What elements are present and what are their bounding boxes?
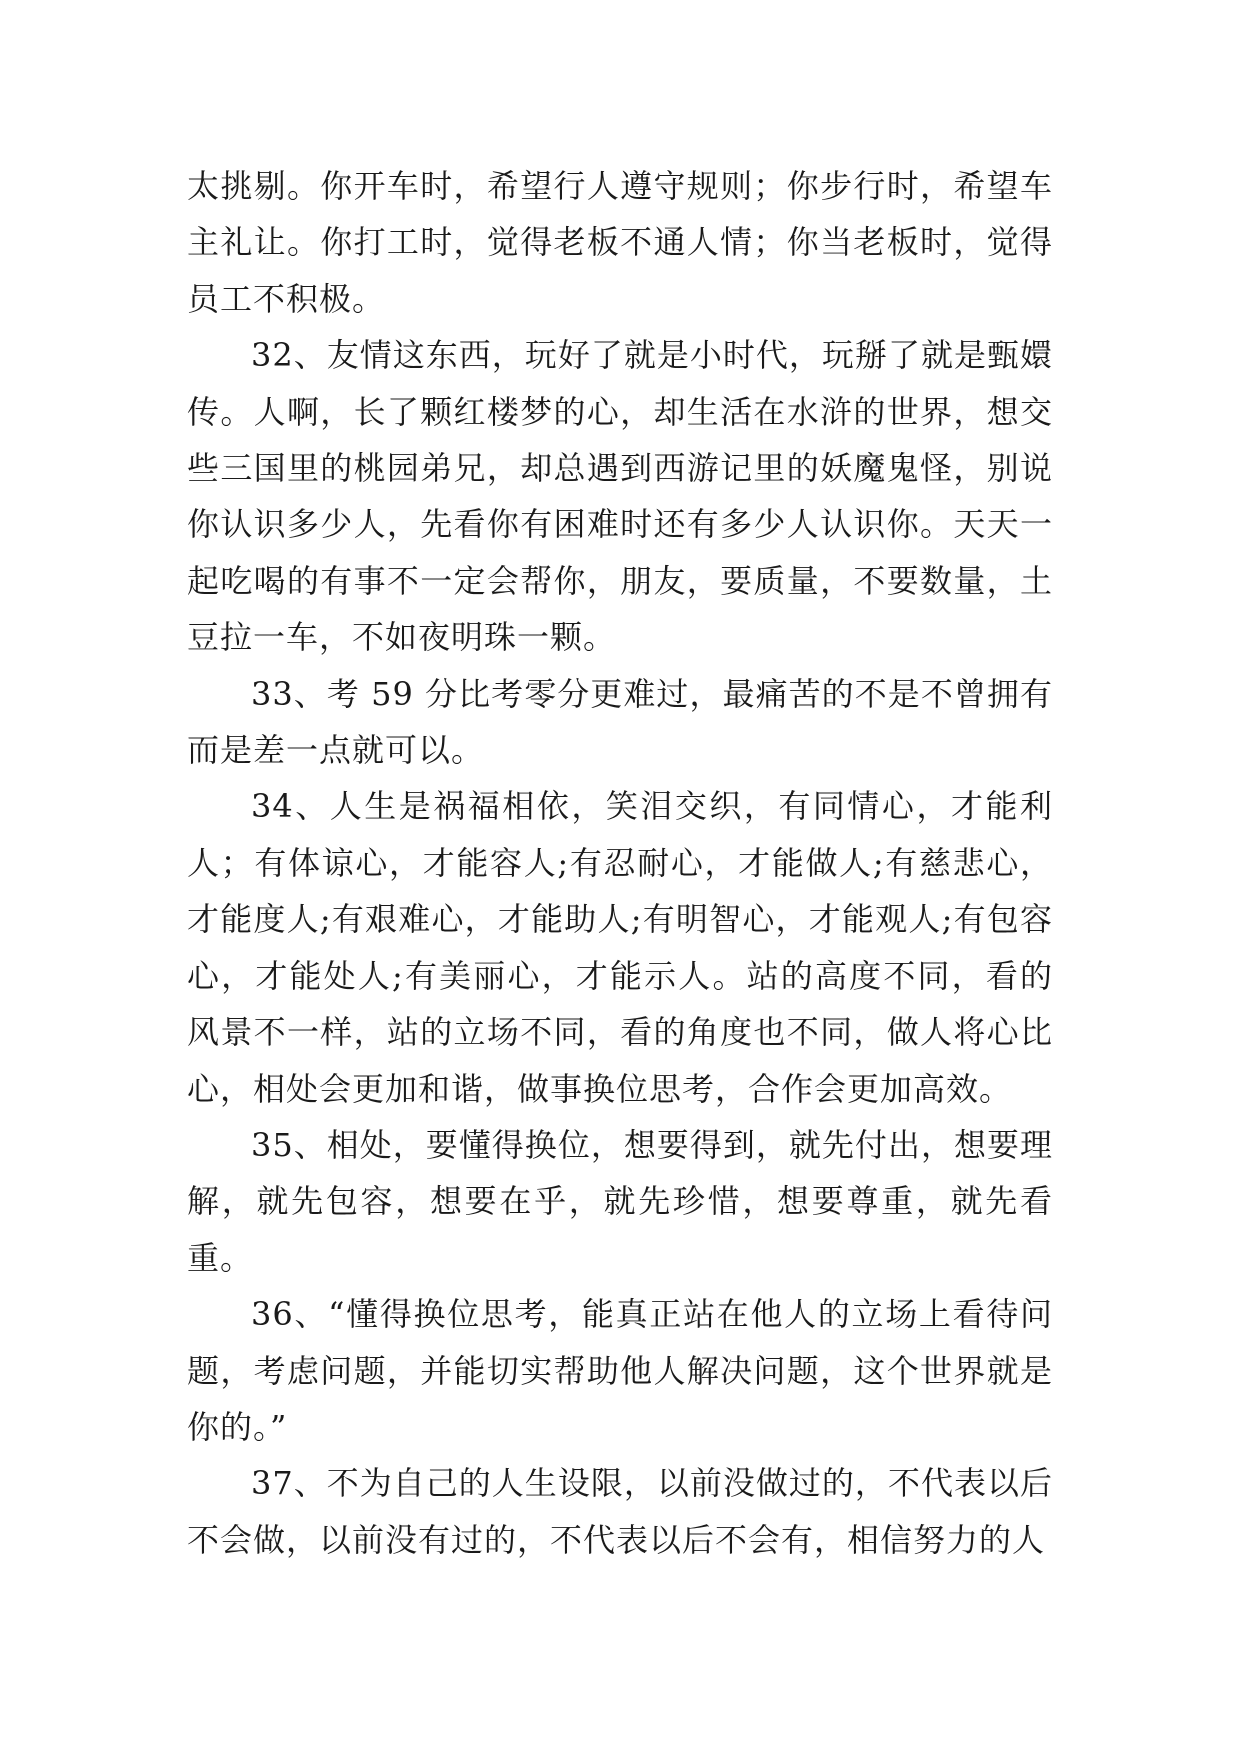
paragraph-35: 35、相处，要懂得换位，想要得到，就先付出，想要理解，就先包容，想要在乎，就先珍惜，想要尊重，就先看重。 (187, 1125, 1053, 1277)
paragraph-34: 34、人生是祸福相依，笑泪交织，有同情心，才能利人；有体谅心，才能容人;有忍耐心，才能做人;有慈悲心，才能度人;有艰难心，才能助人;有明智心，才能观人;有包容心，才能处人;有美丽心，才能示人。站的高度不同，看的风景不一样，站的立场不同，看的角度也不同，做人将心比心，相处会更加和谐，做事换位思考，合作会更加高效。 (187, 787, 1053, 1108)
paragraph-continuation: 太挑剔。你开车时，希望行人遵守规则；你步行时，希望车主礼让。你打工时，觉得老板不通人情；你当老板时，觉得员工不积极。 (187, 167, 1053, 318)
paragraph-32: 32、友情这东西，玩好了就是小时代，玩掰了就是甄嬛传。人啊，长了颗红楼梦的心，却生活在水浒的世界，想交些三国里的桃园弟兄，却总遇到西游记里的妖魔鬼怪，别说你认识多少人，先看你有困难时还有多少人认识你。天天一起吃喝的有事不一定会帮你，朋友，要质量，不要数量，土豆拉一车，不如夜明珠一颗。 (187, 336, 1053, 657)
paragraph-33: 33、考 59 分比考零分更难过，最痛苦的不是不曾拥有而是差一点就可以。 (187, 674, 1053, 770)
body-text (187, 158, 1053, 1568)
paragraph-37: 37、不为自己的人生设限，以前没做过的，不代表以后不会做，以前没有过的，不代表以后不会有，相信努力的人 (187, 1464, 1053, 1559)
paragraph-36: 36、“懂得换位思考，能真正站在他人的立场上看待问题，考虑问题，并能切实帮助他人解决问题，这个世界就是你的。” (187, 1295, 1053, 1446)
